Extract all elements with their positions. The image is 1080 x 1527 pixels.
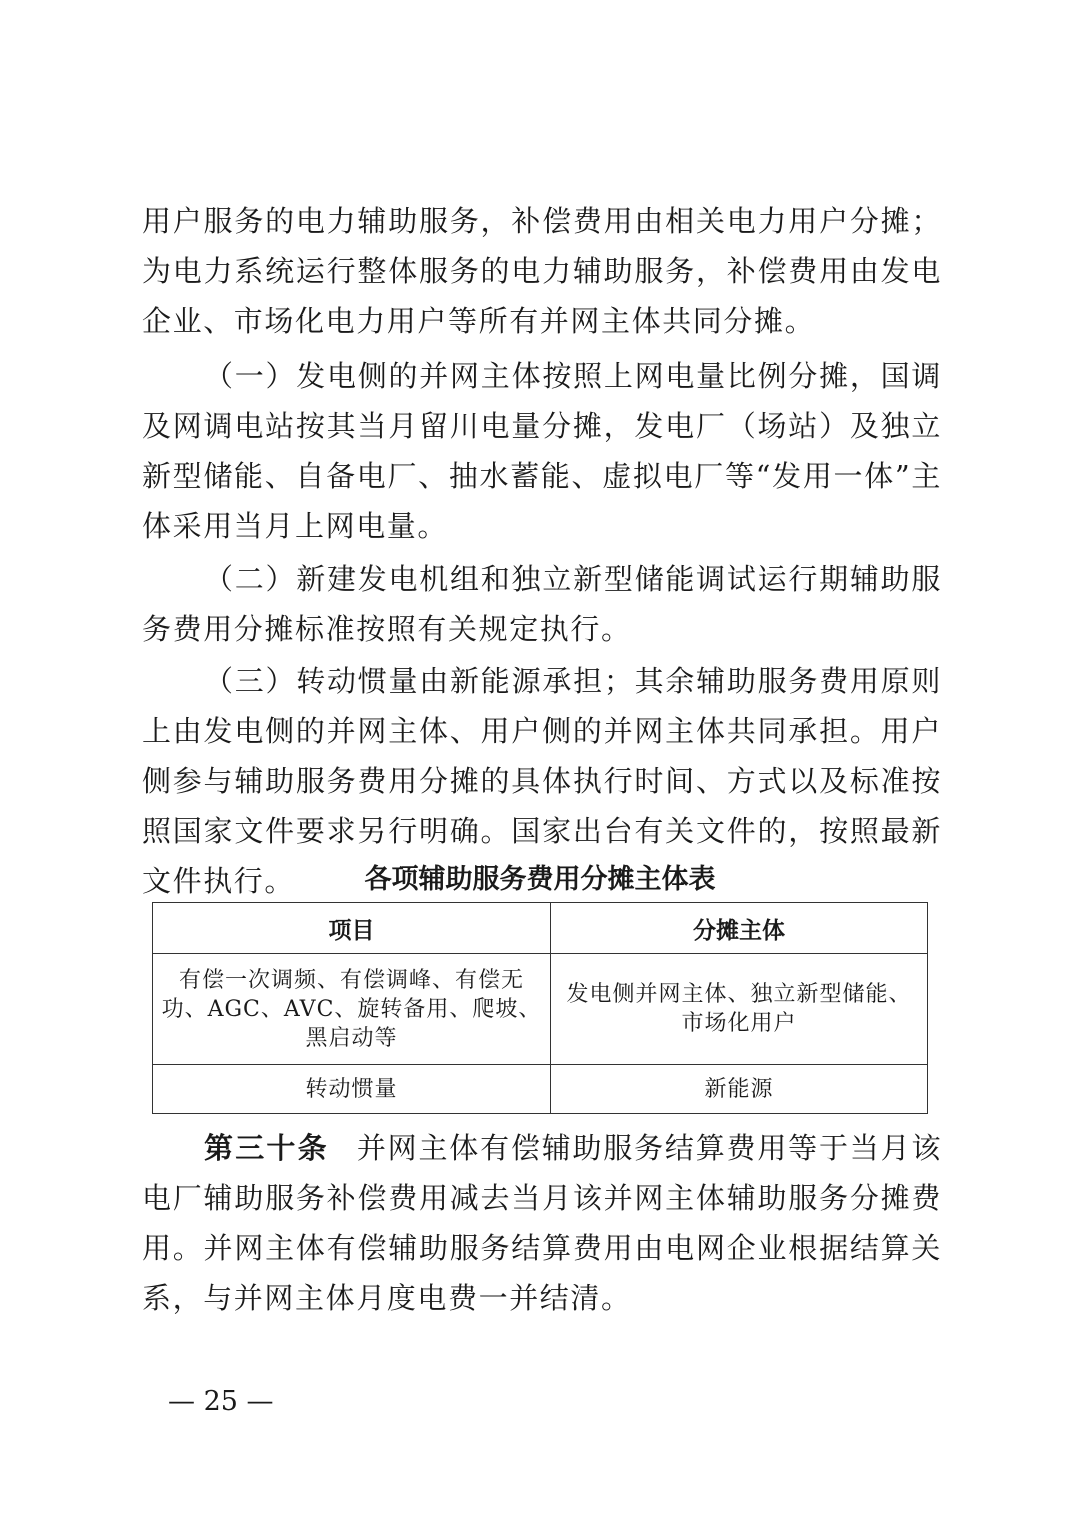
table-row — [153, 954, 928, 1065]
paragraph-item-2: （二）新建发电机组和独立新型储能调试运行期辅助服务费用分摊标准按照有关规定执行。 — [142, 562, 942, 646]
table-title: 各项辅助服务费用分摊主体表 — [364, 864, 716, 895]
table-row — [153, 1065, 928, 1114]
table-cell-subject: 新能源 — [551, 1065, 928, 1114]
article-30-text: 并网主体有偿辅助服务结算费用等于当月该电厂辅助服务补偿费用减去当月该并网主体辅助服务分摊费用。并网主体有偿辅助服务结算费用由电网企业根据结算关系，与并网主体月度电费一并结清。 — [142, 1131, 942, 1315]
article-30-paragraph — [142, 1123, 942, 1323]
paragraph-item-3: （三）转动惯量由新能源承担；其余辅助服务费用原则上由发电侧的并网主体、用户侧的并网主体共同承担。用户侧参与辅助服务费用分摊的具体执行时间、方式以及标准按照国家文件要求另行明确。国家出台有关文件的，按照最新文件执行。 — [142, 664, 942, 898]
table-cell-item: 有偿一次调频、有偿调峰、有偿无功、AGC、AVC、旋转备用、爬坡、黑启动等 — [153, 954, 551, 1065]
page-number: — 25 — — [168, 1386, 274, 1417]
article-number: 第三十条 — [204, 1131, 329, 1165]
paragraph-item-1: （一）发电侧的并网主体按照上网电量比例分摊，国调及网调电站按其当月留川电量分摊，发电厂（场站）及独立新型储能、自备电厂、抽水蓄能、虚拟电厂等“发用一体”主体采用当月上网电量。 — [142, 359, 942, 543]
table-cell-item: 转动惯量 — [153, 1065, 551, 1114]
table-header-subject: 分摊主体 — [551, 903, 928, 954]
table-header-item: 项目 — [153, 903, 551, 954]
paragraph-user-service-cost: 用户服务的电力辅助服务，补偿费用由相关电力用户分摊；为电力系统运行整体服务的电力辅助服务，补偿费用由发电企业、市场化电力用户等所有并网主体共同分摊。 — [142, 204, 942, 338]
allocation-table — [152, 902, 928, 1114]
table-header-row — [153, 903, 928, 954]
table-cell-subject: 发电侧并网主体、独立新型储能、市场化用户 — [551, 954, 928, 1065]
